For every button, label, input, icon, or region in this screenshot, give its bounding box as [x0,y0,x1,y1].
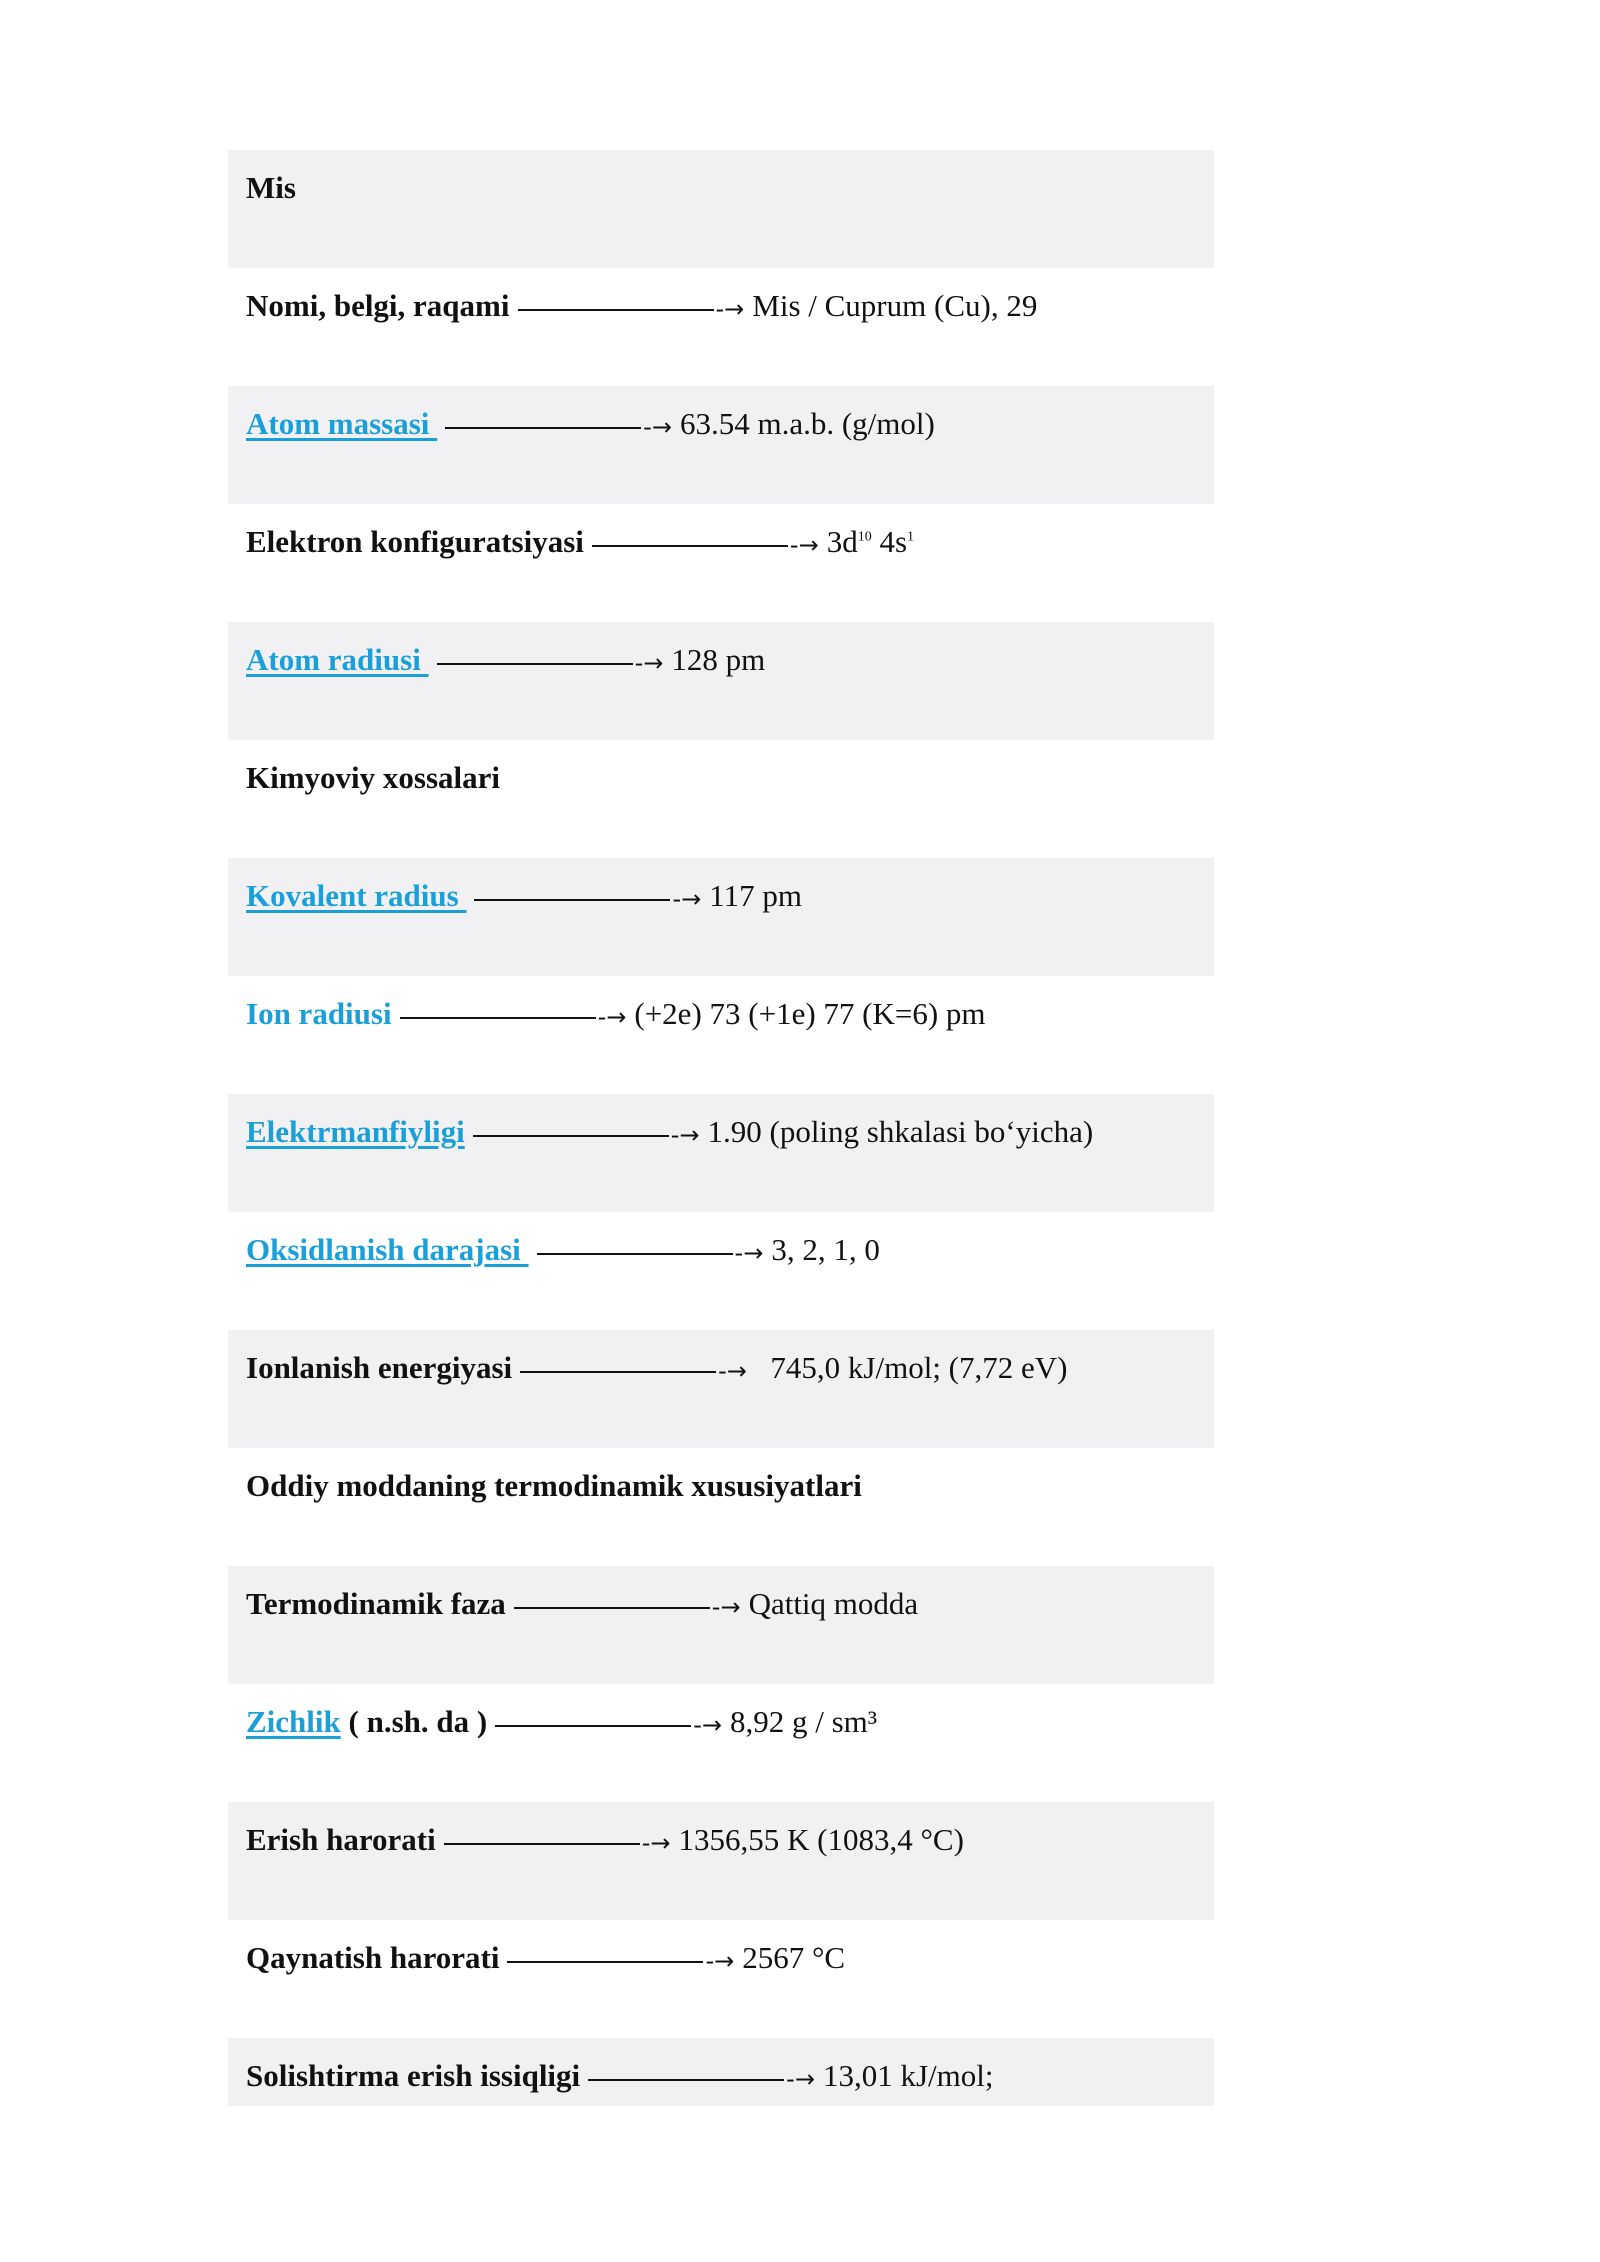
table-title-row [228,150,1214,268]
config-mid: 4s [871,524,908,559]
table-row [228,1330,1214,1448]
row-value: 1.90 (poling shkalasi bo‘yicha) [707,1114,1094,1149]
atom-massasi-link[interactable]: Atom massasi [246,406,438,441]
leader-line [537,1253,733,1255]
arrow-icon: -→ [672,884,702,913]
row-value: (+2e) 73 (+1e) 77 (K=6) pm [634,996,986,1031]
table-row [228,2038,1214,2106]
arrow-icon: -→ [718,1356,747,1385]
leader-line [495,1725,691,1727]
table-row [228,1212,1214,1330]
arrow-icon: -→ [670,1120,700,1149]
row-value: 3, 2, 1, 0 [771,1232,880,1267]
arrow-icon: -→ [711,1592,741,1621]
row-value: Qattiq modda [748,1586,919,1621]
row-value: 8,92 g / sm³ [729,1704,878,1739]
section-row [228,740,1214,858]
config-sup-s: 1 [907,529,915,545]
row-label: Solishtirma erish issiqligi [246,2058,581,2093]
row-value: 63.54 m.a.b. (g/mol) [679,406,935,441]
row-label: Termodinamik faza [246,1586,506,1621]
leader-line [520,1371,716,1373]
table-row [228,1920,1214,2038]
leader-line [514,1607,710,1609]
arrow-icon: -→ [715,294,745,323]
arrow-icon: -→ [705,1946,735,1975]
section-heading: Kimyoviy xossalari [246,760,501,795]
table-row [228,268,1214,386]
leader-line [507,1961,703,1963]
table-row [228,504,1214,622]
arrow-icon: -→ [641,1828,671,1857]
ion-radiusi-link[interactable]: Ion radiusi [246,996,392,1031]
arrow-icon: -→ [734,1238,764,1267]
leader-line [400,1017,596,1019]
table-row [228,976,1214,1094]
row-value: 13,01 kJ/mol; [822,2058,994,2093]
row-label: Nomi, belgi, raqami [246,288,510,323]
arrow-icon: -→ [786,2064,815,2093]
oksidlanish-darajasi-link[interactable]: Oksidlanish darajasi [246,1232,529,1267]
arrow-icon: -→ [789,530,819,559]
leader-line [473,1135,669,1137]
leader-line [444,1843,640,1845]
leader-line [474,899,670,901]
leader-line [445,427,641,429]
table-row [228,1094,1214,1212]
leader-line [437,663,633,665]
leader-line [518,309,714,311]
config-sup-d: 10 [857,529,872,545]
arrow-icon: -→ [643,412,672,441]
table-row [228,622,1214,740]
table-row [228,1802,1214,1920]
table-row [228,1684,1214,1802]
zichlik-link[interactable]: Zichlik [246,1704,341,1739]
row-value: Mis / Cuprum (Cu), 29 [752,288,1038,323]
row-value: 128 pm [671,642,766,677]
properties-table [228,150,1214,2106]
arrow-icon: -→ [693,1710,722,1739]
kovalent-radius-link[interactable]: Kovalent radius [246,878,467,913]
table-row [228,1566,1214,1684]
config-main: 3d [826,524,858,559]
table-title: Mis [246,170,296,205]
row-value: 2567 °C [742,1940,846,1975]
elektrmanfiyligi-link[interactable]: Elektrmanfiyligi [246,1114,465,1149]
arrow-icon: -→ [597,1002,627,1031]
leader-line [592,545,788,547]
row-value [827,524,914,559]
row-label: Qaynatish harorati [246,1940,500,1975]
section-row [228,1448,1214,1566]
row-label: Elektron konfiguratsiyasi [246,524,584,559]
table-row [228,858,1214,976]
arrow-icon: -→ [634,648,664,677]
table-row [228,386,1214,504]
row-label: Erish harorati [246,1822,436,1857]
row-label-extra: ( n.sh. da ) [340,1704,488,1739]
row-value: 1356,55 K (1083,4 °C) [678,1822,964,1857]
row-value: 745,0 kJ/mol; (7,72 eV) [754,1350,1068,1385]
row-value: 117 pm [709,878,802,913]
row-label: Ionlanish energiyasi [246,1350,513,1385]
atom-radiusi-link[interactable]: Atom radiusi [246,642,429,677]
section-heading: Oddiy moddaning termodinamik xususiyatlari [246,1468,862,1503]
leader-line [588,2079,784,2081]
